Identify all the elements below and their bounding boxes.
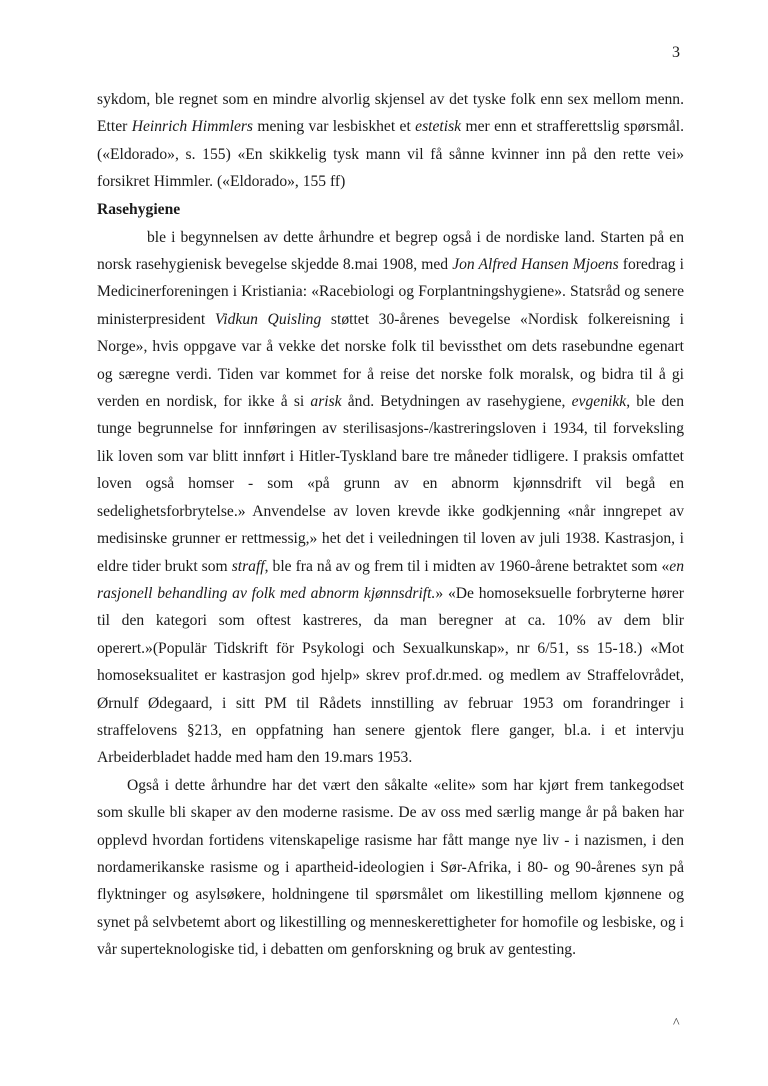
italic-run: Heinrich Himmlers — [131, 118, 253, 136]
text-run: » «De homoseksuelle forbryterne hører til den kategori som oftest kastreres, da man beregner at ca. 10% av dem blir operert.»(Populär Tidskrift för Psykologi och Sexualkunskap», nr 6/51, ss 15-18.) «Mot homoseksualitet er kastrasjon god hjelp» skrev prof.dr.med. og medlem av Straffelovrådet, Ørnulf Ødegaard, i sitt PM til Rådets innstilling av februar 1953 om forandringer i straffelovens §213, en oppfatning han senere gjentok flere ganger, bl.a. i et intervju Arbeiderbladet hadde med ham den 19.mars 1953. — [97, 584, 684, 767]
text-run: mer enn et strafferettslig spørsmål. («Eldorado», s. 155) «En skikkelig tysk mann vil få sånne kvinner inn på den rette vei» forsikret Himmler. («Eldorado», 155 ff) — [97, 118, 684, 191]
text-run: , ble fra nå av og frem til i midten av 1960-årene betraktet som « — [264, 557, 670, 575]
italic-run: straff — [231, 557, 265, 575]
text-run: Også i dette århundre har det vært den såkalte «elite» som har kjørt frem tankegodset som skulle bli skaper av den moderne rasisme. De av oss med særlig mange år på baken har opplevd hvordan fortidens vitenskapelige rasisme har fått mange nye liv - i nazismen, i den nordamerikanske rasisme og i apartheid-ideologien i Sør-Afrika, i 80- og 90-årenes syn på flyktninger og asylsøkere, holdningene til spørsmålet om likestilling mellom kjønnene og synet på selvbetemt abort og likestilling og menneskerettigheter for homofile og lesbiske, og i vår superteknologiske tid, i debatten om genforskning og bruk av gentesting. — [97, 776, 684, 959]
paragraph-1 — [97, 86, 684, 196]
document-body — [97, 86, 684, 964]
page-number: 3 — [672, 44, 680, 61]
italic-run: Jon Alfred Hansen Mjoens — [452, 256, 619, 274]
italic-run: en rasjonell behandling av folk med abnorm kjønnsdrift. — [97, 557, 684, 602]
section-heading: Rasehygiene — [97, 200, 181, 218]
footer-mark: ^ — [673, 1016, 680, 1031]
italic-run: Vidkun Quisling — [214, 310, 322, 328]
italic-run: evgenikk — [571, 393, 627, 411]
text-run: ble i begynnelsen av dette århundre et begrep også i de nordiske land. Starten på en norsk rasehygienisk bevegelse skjedde 8.mai 1908, med — [97, 228, 684, 274]
text-run: ånd. Betydningen av rasehygiene, — [341, 393, 572, 411]
text-run: foredrag i Medicinerforeningen i Kristiania: «Racebiologi og Forplantningshygiene». Statsråd og senere ministerpresident — [97, 256, 684, 328]
paragraph-2 — [97, 224, 684, 772]
text-run: sykdom, ble regnet som en mindre alvorlig skjensel av det tyske folk enn sex mellom menn. Etter — [97, 91, 684, 136]
text-run: mening var lesbiskhet et — [253, 118, 416, 136]
paragraph-3 — [97, 772, 684, 964]
text-run: støttet 30-årenes bevegelse «Nordisk folkereisning i Norge», hvis oppgave var å vekke det norske folk til bevissthet om dets rasebundne egenart og særegne verdi. Tiden var kommet for å reise det norske folk moralsk, og bidra til å gi verden en nordisk, for ikke å si — [97, 310, 684, 411]
italic-run: arisk — [310, 393, 342, 411]
text-run: , ble den tunge begrunnelse for innføringen av sterilisasjons-/kastreringsloven i 1934, til forveksling lik loven som var blitt innført i Hitler-Tyskland bare tre måneder tidligere. I praksis omfattet loven også homser - som «på grunn av en abnorm kjønnsdrift vil begå en sedelighetsforbrytelse.» Anvendelse av loven krevde ikke godkjenning «når inngrepet av medisinske grunner er rettmessig,» het det i veiledningen til loven av juli 1938. Kastrasjon, i eldre tider brukt som — [97, 393, 684, 575]
italic-run: estetisk — [415, 118, 462, 136]
